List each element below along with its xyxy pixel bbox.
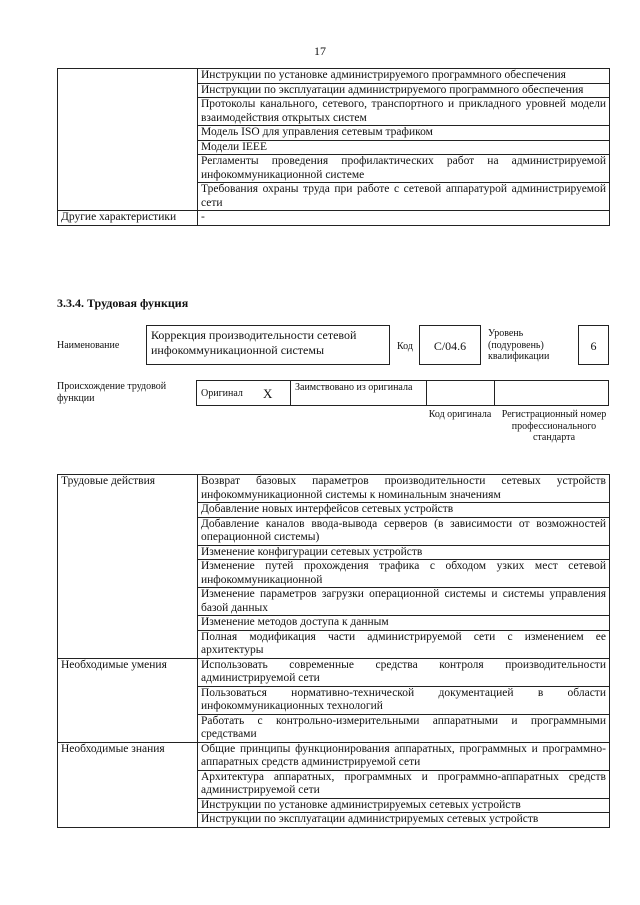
row-item: Общие принципы функционирования аппаратных, программных и программно-аппаратных средств администрируемой сети: [198, 742, 610, 770]
qualification-level-value: 6: [590, 339, 597, 353]
table-row: [58, 69, 610, 84]
code-label: Код: [397, 341, 413, 352]
row-item: Изменение параметров загрузки операционной системы и системы управления базой данных: [198, 588, 610, 616]
requirements-table-continued: [57, 68, 610, 226]
function-name-value: Коррекция производительности сетевой инфокоммуникационной системы: [151, 328, 357, 357]
row-label: Другие характеристики: [58, 211, 198, 226]
function-code-value: C/04.6: [433, 339, 467, 353]
labor-function-table: [57, 474, 610, 828]
row-item: Модель ISO для управления сетевым трафиком: [198, 126, 610, 141]
row-item: Использовать современные средства контроля производительности администрируемой сети: [198, 658, 610, 686]
row-item: Изменение путей прохождения трафика с обходом узких мест сетевой инфокоммуникационной: [198, 560, 610, 588]
table-row: [58, 211, 610, 226]
row-item: Инструкции по установке администрируемого программного обеспечения: [198, 69, 610, 84]
function-name-box: [146, 325, 390, 365]
row-label: Необходимые знания: [58, 742, 198, 827]
row-item: Добавление каналов ввода-вывода серверов (в зависимости от возможностей операционной системы): [198, 517, 610, 545]
origin-label: Происхождение трудовой функции: [57, 381, 167, 404]
row-label: Необходимые умения: [58, 658, 198, 742]
row-item: Модели IEEE: [198, 140, 610, 155]
original-mark: X: [263, 386, 273, 401]
table-row: [58, 475, 610, 503]
table-row: [58, 658, 610, 686]
row-item: Требования охраны труда при работе с сетевой аппаратурой администрируемой сети: [198, 183, 610, 211]
qualification-level-box: [578, 325, 609, 365]
row-item: Архитектура аппаратных, программных и программно-аппаратных средств администрируемой сети: [198, 770, 610, 798]
row-item: Инструкции по эксплуатации администрируемых сетевых устройств: [198, 813, 610, 828]
section-heading: 3.3.4. Трудовая функция: [57, 296, 189, 310]
row-item: Возврат базовых параметров производительности сетевых устройств инфокоммуникационной системы к номинальным значениям: [198, 475, 610, 503]
row-item: Пользоваться нормативно-технической документацией в области инфокоммуникационных технологий: [198, 686, 610, 714]
origin-code-caption: Код оригинала: [428, 409, 492, 420]
row-item: Работать с контрольно-измерительными аппаратными и программными средствами: [198, 714, 610, 742]
row-item: Изменение методов доступа к данным: [198, 616, 610, 631]
level-label: Уровень (подуровень) квалификации: [488, 328, 550, 362]
row-item: Инструкции по эксплуатации администрируемого программного обеспечения: [198, 83, 610, 98]
row-item: Протоколы канального, сетевого, транспортного и прикладного уровней модели взаимодействия открытых систем: [198, 98, 610, 126]
row-item: -: [198, 211, 610, 226]
borrowed-label: Заимствовано из оригинала: [295, 382, 413, 393]
origin-row: [196, 380, 609, 406]
row-label: [58, 69, 198, 211]
row-label: Трудовые действия: [58, 475, 198, 659]
table-row: [58, 742, 610, 770]
reg-number-caption: Регистрационный номер профессионального стандарта: [501, 409, 607, 443]
row-item: Добавление новых интерфейсов сетевых устройств: [198, 503, 610, 518]
original-label: Оригинал: [201, 388, 243, 399]
row-item: Изменение конфигурации сетевых устройств: [198, 545, 610, 560]
page-number: 17: [314, 44, 326, 58]
row-item: Инструкции по установке администрируемых сетевых устройств: [198, 798, 610, 813]
row-item: Регламенты проведения профилактических работ на администрируемой инфокоммуникационной системе: [198, 155, 610, 183]
row-item: Полная модификация части администрируемой сети с изменением ее архитектуры: [198, 630, 610, 658]
name-label: Наименование: [57, 340, 120, 351]
function-code-box: [419, 325, 481, 365]
